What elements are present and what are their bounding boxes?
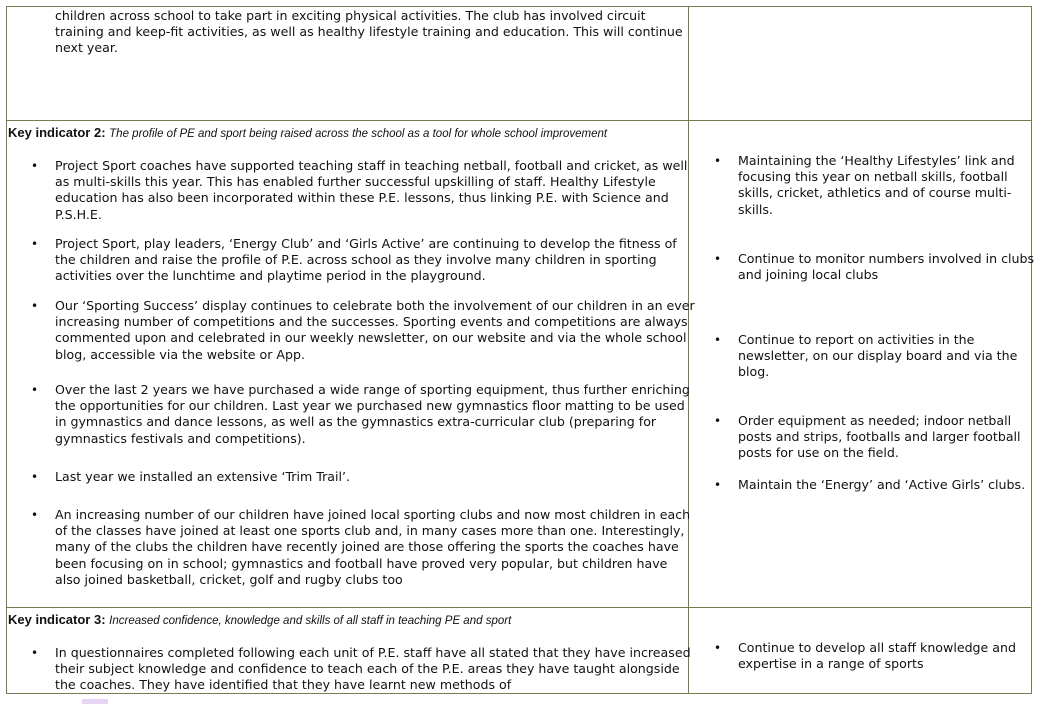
- bullet-icon: •: [714, 154, 722, 168]
- key-indicator-description: Increased confidence, knowledge and skills of all staff in teaching PE and sport: [109, 615, 512, 627]
- list-item: Our ‘Sporting Success’ display continues to celebrate both the involvement of our children in an ever increasing number of competitions and the successes. Sporting events and competitions are always commented upon and celebrated in our weekly newsletter, on our website and via the whole school blog, accessible via the website or App.: [55, 298, 695, 362]
- bullet-icon: •: [714, 333, 722, 347]
- list-item: Continue to develop all staff knowledge and expertise in a range of sports: [738, 640, 1016, 672]
- key-indicator-label: Key indicator 3: [8, 612, 102, 627]
- key-indicator-separator: :: [101, 125, 110, 140]
- bullet-icon: •: [714, 641, 722, 655]
- list-item: Maintain the ‘Energy’ and ‘Active Girls’ clubs.: [738, 477, 1026, 492]
- indicator-table: [6, 6, 1035, 694]
- key-indicator-3-heading: [8, 611, 511, 629]
- list-item: Maintaining the ‘Healthy Lifestyles’ link and focusing this year on netball skills, football skills, cricket, athletics and of course multi-skills.: [738, 153, 1015, 217]
- list-item: Continue to monitor numbers involved in clubs and joining local clubs: [738, 251, 1035, 283]
- list-item: Over the last 2 years we have purchased a wide range of sporting equipment, thus further enriching the opportunities for our children. Last year we purchased new gymnastics floor matting to be used in gymnastics and dance lessons, as well as the gymnastics extra-curricular club (preparing for gymnastics festivals and competitions).: [55, 382, 690, 446]
- bullet-icon: •: [714, 252, 722, 266]
- bullet-icon: •: [714, 478, 722, 492]
- bullet-icon: •: [31, 646, 39, 660]
- key-indicator-2-heading: [8, 124, 607, 142]
- key-indicator-description: The profile of PE and sport being raised across the school as a tool for whole school improvement: [109, 128, 608, 140]
- list-item: Project Sport, play leaders, ‘Energy Club’ and ‘Girls Active’ are continuing to develop the fitness of the children and raise the profile of P.E. across school as they involve many children in sporting activities over the lunchtime and playtime period in the playground.: [55, 236, 677, 284]
- list-item: Order equipment as needed; indoor netball posts and strips, footballs and larger football posts for use on the field.: [738, 413, 1021, 461]
- key-indicator-separator: :: [101, 612, 110, 627]
- bullet-icon: •: [31, 508, 39, 522]
- list-item: Project Sport coaches have supported teaching staff in teaching netball, football and cricket, as well as multi-skills this year. This has enabled further successful upskilling of staff. Healthy Lifestyle education has also been incorporated within these P.E. lessons, thus linking P.E. with Science and P.S.H.E.: [55, 158, 688, 222]
- key-indicator-label: Key indicator 2: [8, 125, 102, 140]
- intro-paragraph: children across school to take part in exciting physical activities. The club has involved circuit training and keep-fit activities, as well as healthy lifestyle training and education. This will continue next year.: [55, 8, 683, 56]
- bullet-icon: •: [31, 470, 39, 484]
- highlight-mark: [82, 699, 108, 704]
- row-divider: [7, 607, 1031, 608]
- row-divider: [7, 120, 1031, 121]
- bullet-icon: •: [31, 159, 39, 173]
- list-item: In questionnaires completed following each unit of P.E. staff have all stated that they have increased their subject knowledge and confidence to teach each of the P.E. areas they have taught alongside the coaches. They have identified that they have learnt new methods of: [55, 645, 691, 693]
- list-item: An increasing number of our children have joined local sporting clubs and now most children in each of the classes have joined at least one sports club and, in many cases more than one. Interestingly, many of the clubs the children have recently joined are those offering the sports the coaches have been focusing on in school; gymnastics and football have proved very popular, but children have also joined basketball, cricket, golf and rugby clubs too: [55, 507, 691, 587]
- list-item: Last year we installed an extensive ‘Trim Trail’.: [55, 469, 350, 484]
- bullet-icon: •: [31, 299, 39, 313]
- list-item: Continue to report on activities in the newsletter, on our display board and via the blog.: [738, 332, 1018, 380]
- bullet-icon: •: [714, 414, 722, 428]
- bullet-icon: •: [31, 237, 39, 251]
- bullet-icon: •: [31, 383, 39, 397]
